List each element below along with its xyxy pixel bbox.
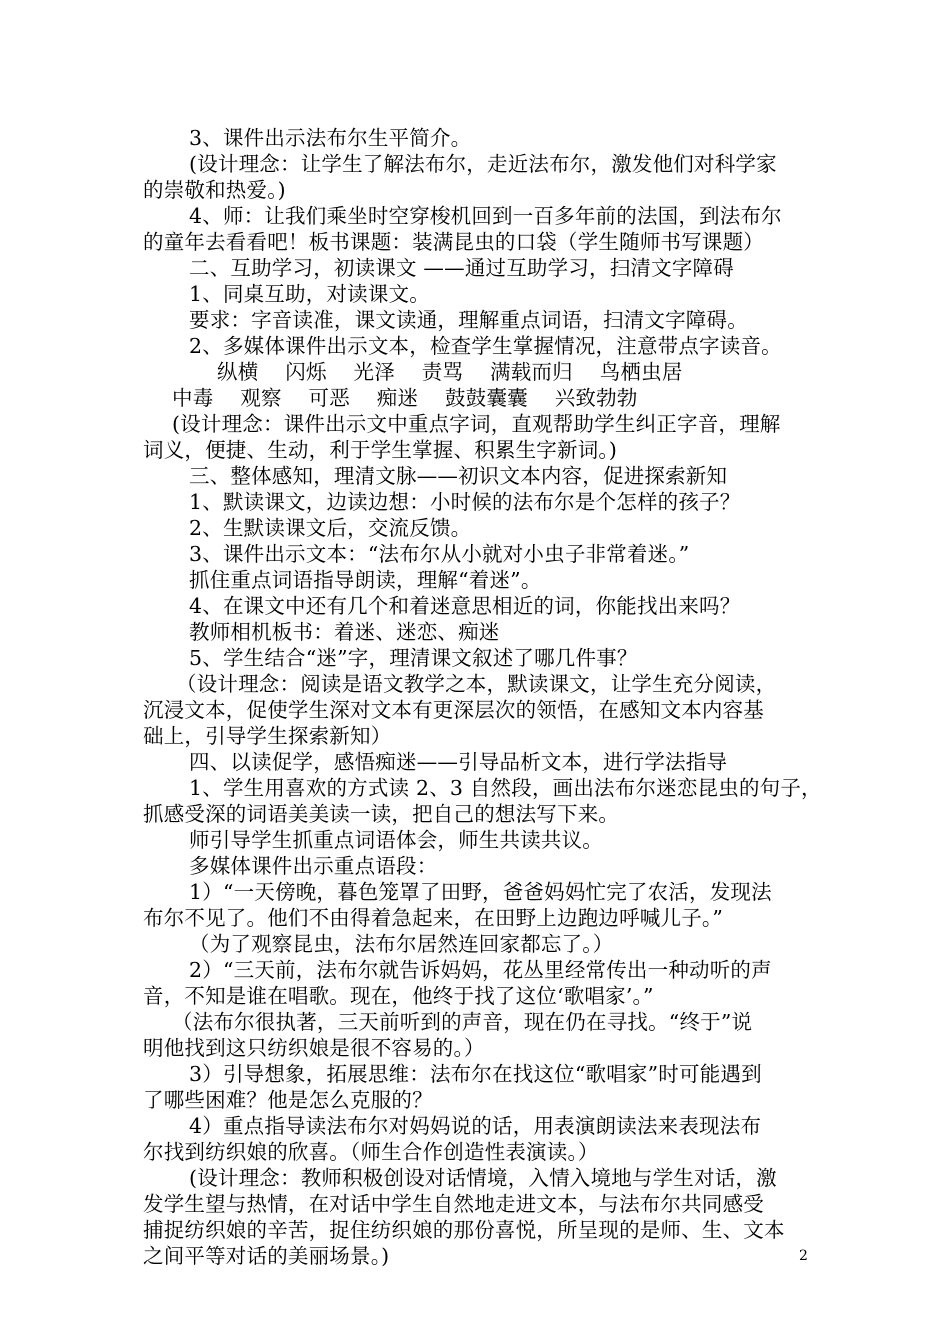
text-line: 了哪些困难？他是怎么克服的？ <box>143 1088 433 1112</box>
text-line: （法布尔很执著，三天前听到的声音，现在仍在寻找。“终于”说 <box>172 1010 753 1034</box>
text-line: 教师相机板书：着迷、迷恋、痴迷 <box>189 620 500 644</box>
text-line: 1、学生用喜欢的方式读 2、3 自然段，画出法布尔迷恋昆虫的句子， <box>189 776 822 800</box>
text-line: (设计理念：课件出示文中重点字词，直观帮助学生纠正字音，理解 <box>172 412 781 436</box>
section-heading: 二、互助学习，初读课文 ——通过互助学习，扫清文字障碍 <box>189 256 734 280</box>
word-list: 中毒 观察 可恶 痴迷 鼓鼓囊囊 兴致勃勃 <box>172 386 638 410</box>
text-line: 5、学生结合“迷”字，理清课文叙述了哪几件事？ <box>189 646 638 670</box>
text-line: 师引导学生抓重点词语体会，师生共读共议。 <box>189 828 603 852</box>
text-line: 2、生默读课文后，交流反馈。 <box>189 516 472 540</box>
text-line: 础上，引导学生探索新知） <box>143 724 392 748</box>
text-line: 的崇敬和热爱。) <box>143 178 286 202</box>
text-line: 尔找到纺织娘的欣喜。（师生合作创造性表演读。） <box>143 1140 599 1164</box>
section-heading: 三、整体感知，理清文脉——初识文本内容，促进探索新知 <box>189 464 728 488</box>
text-line: 音，不知是谁在唱歌。现在，他终于找了这位‘歌唱家’。” <box>143 984 654 1008</box>
text-line: 2）“三天前，法布尔就告诉妈妈，花丛里经常传出一种动听的声 <box>189 958 772 982</box>
text-line: 3）引导想象，拓展思维：法布尔在找这位“歌唱家”时可能遇到 <box>189 1062 762 1086</box>
text-line: 多媒体课件出示重点语段： <box>189 854 438 878</box>
text-line: 抓感受深的词语美美读一读，把自己的想法写下来。 <box>143 802 620 826</box>
text-line: 的童年去看看吧！板书课题：装满昆虫的口袋（学生随师书写课题） <box>143 230 764 254</box>
text-line: 发学生望与热情，在对话中学生自然地走进文本，与法布尔共同感受 <box>143 1192 764 1216</box>
text-line: 3、课件出示法布尔生平简介。 <box>189 126 472 150</box>
text-line: 1、默读课文，边读边想：小时候的法布尔是个怎样的孩子？ <box>189 490 741 514</box>
text-line: 1）“一天傍晚，暮色笼罩了田野，爸爸妈妈忙完了农活，发现法 <box>189 880 772 904</box>
text-line: 4、在课文中还有几个和着迷意思相近的词，你能找出来吗？ <box>189 594 741 618</box>
text-line: 2、多媒体课件出示文本，检查学生掌握情况，注意带点字读音。 <box>189 334 782 358</box>
text-line: (设计理念：让学生了解法布尔，走近法布尔，激发他们对科学家 <box>189 152 777 176</box>
text-line: 4、师：让我们乘坐时空穿梭机回到一百多年前的法国，到法布尔 <box>189 204 782 228</box>
text-line: 沉浸文本，促使学生深对文本有更深层次的领悟，在感知文本内容基 <box>143 698 764 722</box>
text-line: 捕捉纺织娘的辛苦，捉住纺织娘的那份喜悦，所呈现的是师、生、文本 <box>143 1218 785 1242</box>
text-line: （为了观察昆虫，法布尔居然连回家都忘了。） <box>189 932 614 956</box>
text-line: 词义，便捷、生动，利于学生掌握、积累生字新词。) <box>143 438 618 462</box>
section-heading: 四、以读促学，感悟痴迷——引导品析文本，进行学法指导 <box>189 750 728 774</box>
text-line: 1、同桌互助，对读课文。 <box>189 282 430 306</box>
text-line: 要求：字音读准，课文读通，理解重点词语，扫清文字障碍。 <box>189 308 748 332</box>
page-number: 2 <box>799 1248 808 1264</box>
text-line: 抓住重点词语指导朗读，理解“着迷”。 <box>189 568 542 592</box>
word-list: 纵横 闪烁 光泽 责骂 满载而归 鸟栖虫居 <box>217 360 683 384</box>
text-line: 之间平等对话的美丽场景。) <box>143 1244 390 1268</box>
text-line: （设计理念：阅读是语文教学之本，默读课文，让学生充分阅读， <box>176 672 777 696</box>
text-line: 布尔不见了。他们不由得着急起来，在田野上边跑边呼喊儿子。” <box>143 906 724 930</box>
text-line: 4）重点指导读法布尔对妈妈说的话，用表演朗读法来表现法布 <box>189 1114 762 1138</box>
text-line: (设计理念：教师积极创设对话情境，入情入境地与学生对话，激 <box>189 1166 777 1190</box>
text-line: 3、课件出示文本：“法布尔从小就对小虫子非常着迷。” <box>189 542 690 566</box>
text-line: 明他找到这只纺织娘是很不容易的。） <box>143 1036 485 1060</box>
